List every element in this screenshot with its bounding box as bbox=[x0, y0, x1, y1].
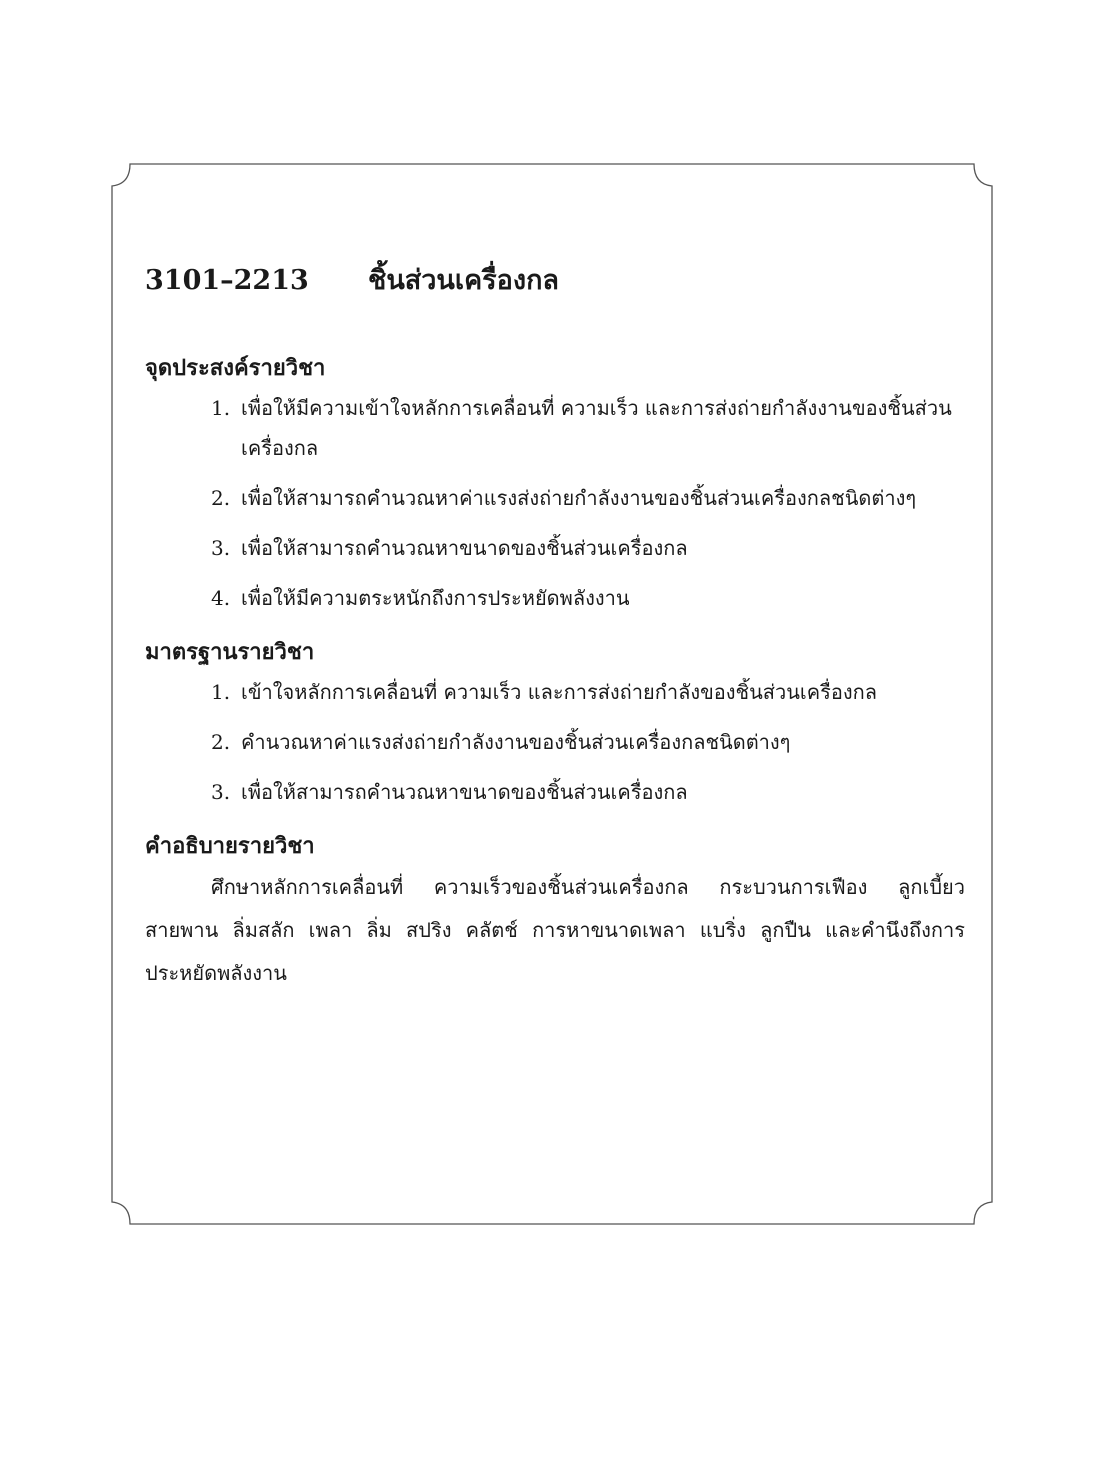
item-text: เพื่อให้สามารถคำนวณหาค่าแรงส่งถ่ายกำลังงานของชิ้นส่วนเครื่องกลชนิดต่างๆ bbox=[241, 486, 917, 510]
item-number: 1. bbox=[211, 680, 231, 704]
item-number: 4. bbox=[211, 586, 231, 610]
standards-section bbox=[145, 632, 965, 812]
objectives-heading: จุดประสงค์รายวิชา bbox=[145, 355, 326, 381]
list-item bbox=[145, 528, 965, 568]
course-title: ชิ้นส่วนเครื่องกล bbox=[368, 265, 559, 296]
description-text: ศึกษาหลักการเคลื่อนที่ ความเร็วของชิ้นส่วนเครื่องกล กระบวนการเฟือง ลูกเบี้ยว สายพาน ลิ่มสลัก เพลา ลิ่ม สปริง คลัตช์ การหาขนาดเพลา แบริ่ง ลูกปืน และคำนึงถึงการประหยัดพลังงาน bbox=[145, 875, 965, 985]
objectives-list bbox=[145, 388, 965, 618]
item-number: 2. bbox=[211, 730, 231, 754]
item-text: เพื่อให้มีความเข้าใจหลักการเคลื่อนที่ ความเร็ว และการส่งถ่ายกำลังงานของชิ้นส่วนเครื่องกล bbox=[241, 396, 952, 460]
item-number: 2. bbox=[211, 486, 231, 510]
course-header bbox=[145, 258, 965, 318]
list-item bbox=[145, 388, 965, 468]
list-item bbox=[145, 672, 965, 712]
course-code: 3101–2213 bbox=[145, 265, 309, 296]
item-text: เพื่อให้สามารถคำนวณหาขนาดของชิ้นส่วนเครื่องกล bbox=[241, 780, 688, 804]
item-text: คำนวณหาค่าแรงส่งถ่ายกำลังงานของชิ้นส่วนเครื่องกลชนิดต่างๆ bbox=[241, 730, 791, 754]
list-item bbox=[145, 478, 965, 518]
standards-heading: มาตรฐานรายวิชา bbox=[145, 639, 315, 665]
list-item bbox=[145, 772, 965, 812]
standards-list bbox=[145, 672, 965, 812]
item-text: เพื่อให้มีความตระหนักถึงการประหยัดพลังงาน bbox=[241, 586, 630, 610]
objectives-section bbox=[145, 348, 965, 618]
item-text: เพื่อให้สามารถคำนวณหาขนาดของชิ้นส่วนเครื่องกล bbox=[241, 536, 688, 560]
list-item bbox=[145, 722, 965, 762]
description-section bbox=[145, 826, 965, 995]
item-number: 3. bbox=[211, 536, 231, 560]
list-item bbox=[145, 578, 965, 618]
item-number: 1. bbox=[211, 396, 231, 420]
item-text: เข้าใจหลักการเคลื่อนที่ ความเร็ว และการส่งถ่ายกำลังของชิ้นส่วนเครื่องกล bbox=[241, 680, 878, 704]
description-heading: คำอธิบายรายวิชา bbox=[145, 833, 315, 859]
item-number: 3. bbox=[211, 780, 231, 804]
course-content bbox=[145, 258, 965, 995]
